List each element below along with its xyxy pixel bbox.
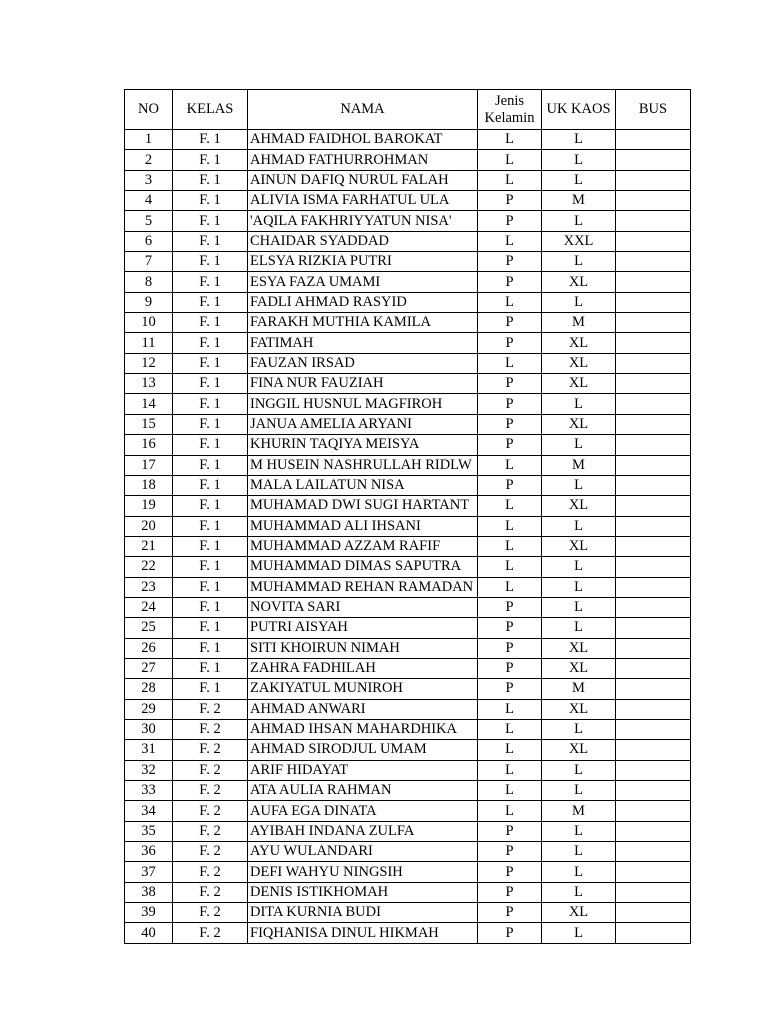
cell-nama: ZAHRA FADHILAH bbox=[248, 658, 478, 678]
table-row bbox=[125, 292, 691, 312]
cell-no: 16 bbox=[125, 435, 173, 455]
cell-kelas: F. 1 bbox=[173, 231, 248, 251]
cell-nama: MUHAMMAD ALI IHSANI bbox=[248, 516, 478, 536]
table-row bbox=[125, 658, 691, 678]
cell-uk-kaos: XL bbox=[542, 496, 616, 516]
cell-no: 19 bbox=[125, 496, 173, 516]
table-row bbox=[125, 394, 691, 414]
cell-bus bbox=[616, 719, 691, 739]
cell-no: 36 bbox=[125, 842, 173, 862]
cell-uk-kaos: L bbox=[542, 821, 616, 841]
cell-nama: M HUSEIN NASHRULLAH RIDLW bbox=[248, 455, 478, 475]
cell-kelas: F. 1 bbox=[173, 475, 248, 495]
cell-uk-kaos: L bbox=[542, 475, 616, 495]
cell-kelas: F. 2 bbox=[173, 862, 248, 882]
cell-uk-kaos: XL bbox=[542, 903, 616, 923]
cell-jenis-kelamin: L bbox=[478, 699, 542, 719]
header-bus: BUS bbox=[616, 90, 691, 130]
cell-jenis-kelamin: P bbox=[478, 394, 542, 414]
table-row bbox=[125, 191, 691, 211]
cell-jenis-kelamin: P bbox=[478, 333, 542, 353]
header-kelas: KELAS bbox=[173, 90, 248, 130]
cell-uk-kaos: L bbox=[542, 292, 616, 312]
cell-nama: MUHAMMAD DIMAS SAPUTRA bbox=[248, 557, 478, 577]
cell-nama: JANUA AMELIA ARYANI bbox=[248, 414, 478, 434]
cell-uk-kaos: L bbox=[542, 130, 616, 150]
cell-bus bbox=[616, 150, 691, 170]
cell-no: 7 bbox=[125, 252, 173, 272]
cell-no: 38 bbox=[125, 882, 173, 902]
table-row bbox=[125, 374, 691, 394]
cell-bus bbox=[616, 781, 691, 801]
cell-jenis-kelamin: P bbox=[478, 414, 542, 434]
cell-no: 37 bbox=[125, 862, 173, 882]
table-row bbox=[125, 435, 691, 455]
cell-kelas: F. 1 bbox=[173, 455, 248, 475]
table-row bbox=[125, 842, 691, 862]
cell-bus bbox=[616, 842, 691, 862]
cell-jenis-kelamin: P bbox=[478, 821, 542, 841]
cell-no: 24 bbox=[125, 597, 173, 617]
cell-kelas: F. 1 bbox=[173, 638, 248, 658]
cell-nama: CHAIDAR SYADDAD bbox=[248, 231, 478, 251]
cell-nama: KHURIN TAQIYA MEISYA bbox=[248, 435, 478, 455]
cell-bus bbox=[616, 638, 691, 658]
cell-bus bbox=[616, 374, 691, 394]
cell-uk-kaos: XL bbox=[542, 536, 616, 556]
table-row bbox=[125, 150, 691, 170]
cell-nama: 'AQILA FAKHRIYYATUN NISA' bbox=[248, 211, 478, 231]
cell-uk-kaos: XL bbox=[542, 414, 616, 434]
cell-nama: ALIVIA ISMA FARHATUL ULA bbox=[248, 191, 478, 211]
cell-uk-kaos: XL bbox=[542, 333, 616, 353]
cell-bus bbox=[616, 679, 691, 699]
table-row bbox=[125, 638, 691, 658]
cell-nama: ATA AULIA RAHMAN bbox=[248, 781, 478, 801]
cell-kelas: F. 2 bbox=[173, 801, 248, 821]
cell-no: 25 bbox=[125, 618, 173, 638]
cell-no: 6 bbox=[125, 231, 173, 251]
cell-no: 5 bbox=[125, 211, 173, 231]
cell-nama: NOVITA SARI bbox=[248, 597, 478, 617]
cell-nama: AHMAD IHSAN MAHARDHIKA bbox=[248, 719, 478, 739]
cell-bus bbox=[616, 597, 691, 617]
cell-bus bbox=[616, 130, 691, 150]
cell-jenis-kelamin: P bbox=[478, 435, 542, 455]
cell-uk-kaos: XXL bbox=[542, 231, 616, 251]
cell-bus bbox=[616, 801, 691, 821]
cell-jenis-kelamin: L bbox=[478, 740, 542, 760]
table-row bbox=[125, 801, 691, 821]
cell-nama: ELSYA RIZKIA PUTRI bbox=[248, 252, 478, 272]
cell-uk-kaos: XL bbox=[542, 638, 616, 658]
cell-bus bbox=[616, 557, 691, 577]
cell-no: 1 bbox=[125, 130, 173, 150]
cell-jenis-kelamin: L bbox=[478, 130, 542, 150]
header-jenis-kelamin bbox=[478, 90, 542, 130]
cell-uk-kaos: L bbox=[542, 781, 616, 801]
cell-kelas: F. 1 bbox=[173, 435, 248, 455]
table-row bbox=[125, 699, 691, 719]
table-row bbox=[125, 231, 691, 251]
cell-bus bbox=[616, 292, 691, 312]
table-row bbox=[125, 211, 691, 231]
cell-nama: FATIMAH bbox=[248, 333, 478, 353]
cell-kelas: F. 2 bbox=[173, 903, 248, 923]
cell-jenis-kelamin: P bbox=[478, 862, 542, 882]
cell-nama: MUHAMMAD AZZAM RAFIF bbox=[248, 536, 478, 556]
cell-uk-kaos: M bbox=[542, 313, 616, 333]
cell-jenis-kelamin: L bbox=[478, 292, 542, 312]
cell-nama: MUHAMMAD REHAN RAMADAN bbox=[248, 577, 478, 597]
cell-kelas: F. 2 bbox=[173, 882, 248, 902]
cell-uk-kaos: M bbox=[542, 455, 616, 475]
cell-jenis-kelamin: L bbox=[478, 760, 542, 780]
cell-no: 34 bbox=[125, 801, 173, 821]
cell-bus bbox=[616, 191, 691, 211]
cell-bus bbox=[616, 882, 691, 902]
header-row bbox=[125, 90, 691, 130]
cell-nama: INGGIL HUSNUL MAGFIROH bbox=[248, 394, 478, 414]
cell-no: 35 bbox=[125, 821, 173, 841]
cell-jenis-kelamin: P bbox=[478, 374, 542, 394]
cell-no: 40 bbox=[125, 923, 173, 943]
cell-jenis-kelamin: L bbox=[478, 455, 542, 475]
cell-bus bbox=[616, 516, 691, 536]
cell-nama: FIQHANISA DINUL HIKMAH bbox=[248, 923, 478, 943]
cell-uk-kaos: M bbox=[542, 801, 616, 821]
table-row bbox=[125, 170, 691, 190]
cell-uk-kaos: XL bbox=[542, 658, 616, 678]
cell-no: 3 bbox=[125, 170, 173, 190]
cell-kelas: F. 1 bbox=[173, 211, 248, 231]
cell-nama: AYU WULANDARI bbox=[248, 842, 478, 862]
participant-table bbox=[124, 89, 691, 944]
table-row bbox=[125, 882, 691, 902]
cell-jenis-kelamin: P bbox=[478, 882, 542, 902]
table-header bbox=[125, 90, 691, 130]
cell-no: 27 bbox=[125, 658, 173, 678]
cell-nama: ZAKIYATUL MUNIROH bbox=[248, 679, 478, 699]
cell-bus bbox=[616, 211, 691, 231]
cell-kelas: F. 1 bbox=[173, 679, 248, 699]
cell-nama: PUTRI AISYAH bbox=[248, 618, 478, 638]
table-row bbox=[125, 740, 691, 760]
cell-jenis-kelamin: L bbox=[478, 719, 542, 739]
cell-uk-kaos: XL bbox=[542, 699, 616, 719]
cell-nama: DITA KURNIA BUDI bbox=[248, 903, 478, 923]
cell-kelas: F. 1 bbox=[173, 394, 248, 414]
table-row bbox=[125, 597, 691, 617]
cell-nama: AHMAD FAIDHOL BAROKAT bbox=[248, 130, 478, 150]
cell-no: 10 bbox=[125, 313, 173, 333]
cell-kelas: F. 1 bbox=[173, 496, 248, 516]
cell-nama: FAUZAN IRSAD bbox=[248, 353, 478, 373]
table-body bbox=[125, 130, 691, 944]
cell-kelas: F. 1 bbox=[173, 252, 248, 272]
cell-no: 21 bbox=[125, 536, 173, 556]
cell-uk-kaos: L bbox=[542, 577, 616, 597]
cell-kelas: F. 2 bbox=[173, 719, 248, 739]
cell-nama: MUHAMAD DWI SUGI HARTANT bbox=[248, 496, 478, 516]
cell-no: 31 bbox=[125, 740, 173, 760]
table-row bbox=[125, 536, 691, 556]
cell-bus bbox=[616, 496, 691, 516]
cell-no: 20 bbox=[125, 516, 173, 536]
cell-kelas: F. 2 bbox=[173, 781, 248, 801]
header-uk-kaos: UK KAOS bbox=[542, 90, 616, 130]
cell-no: 26 bbox=[125, 638, 173, 658]
cell-bus bbox=[616, 821, 691, 841]
cell-kelas: F. 2 bbox=[173, 842, 248, 862]
cell-no: 23 bbox=[125, 577, 173, 597]
cell-bus bbox=[616, 394, 691, 414]
table-row bbox=[125, 475, 691, 495]
table-row bbox=[125, 313, 691, 333]
cell-nama: FARAKH MUTHIA KAMILA bbox=[248, 313, 478, 333]
cell-jenis-kelamin: P bbox=[478, 923, 542, 943]
cell-kelas: F. 1 bbox=[173, 536, 248, 556]
cell-nama: AHMAD ANWARI bbox=[248, 699, 478, 719]
cell-no: 17 bbox=[125, 455, 173, 475]
cell-bus bbox=[616, 699, 691, 719]
cell-uk-kaos: L bbox=[542, 394, 616, 414]
table-row bbox=[125, 781, 691, 801]
cell-kelas: F. 1 bbox=[173, 577, 248, 597]
cell-kelas: F. 1 bbox=[173, 191, 248, 211]
cell-uk-kaos: XL bbox=[542, 272, 616, 292]
cell-jenis-kelamin: L bbox=[478, 231, 542, 251]
cell-bus bbox=[616, 455, 691, 475]
cell-uk-kaos: L bbox=[542, 170, 616, 190]
table-row bbox=[125, 679, 691, 699]
cell-no: 13 bbox=[125, 374, 173, 394]
cell-jenis-kelamin: P bbox=[478, 638, 542, 658]
cell-uk-kaos: L bbox=[542, 252, 616, 272]
cell-kelas: F. 1 bbox=[173, 516, 248, 536]
table-row bbox=[125, 455, 691, 475]
table-row bbox=[125, 252, 691, 272]
table-row bbox=[125, 353, 691, 373]
cell-nama: DEFI WAHYU NINGSIH bbox=[248, 862, 478, 882]
cell-nama: AINUN DAFIQ NURUL FALAH bbox=[248, 170, 478, 190]
cell-nama: ESYA FAZA UMAMI bbox=[248, 272, 478, 292]
cell-kelas: F. 1 bbox=[173, 597, 248, 617]
table-row bbox=[125, 516, 691, 536]
cell-jenis-kelamin: L bbox=[478, 557, 542, 577]
cell-jenis-kelamin: L bbox=[478, 536, 542, 556]
table-row bbox=[125, 557, 691, 577]
table-row bbox=[125, 923, 691, 943]
cell-kelas: F. 1 bbox=[173, 272, 248, 292]
cell-kelas: F. 2 bbox=[173, 699, 248, 719]
cell-uk-kaos: L bbox=[542, 842, 616, 862]
cell-uk-kaos: L bbox=[542, 882, 616, 902]
table-row bbox=[125, 760, 691, 780]
table-row bbox=[125, 333, 691, 353]
cell-bus bbox=[616, 862, 691, 882]
cell-no: 30 bbox=[125, 719, 173, 739]
cell-nama: MALA LAILATUN NISA bbox=[248, 475, 478, 495]
cell-uk-kaos: L bbox=[542, 211, 616, 231]
cell-uk-kaos: L bbox=[542, 760, 616, 780]
cell-bus bbox=[616, 231, 691, 251]
table-row bbox=[125, 719, 691, 739]
cell-kelas: F. 1 bbox=[173, 618, 248, 638]
cell-kelas: F. 1 bbox=[173, 313, 248, 333]
cell-jenis-kelamin: P bbox=[478, 903, 542, 923]
cell-no: 33 bbox=[125, 781, 173, 801]
cell-uk-kaos: L bbox=[542, 557, 616, 577]
cell-nama: SITI KHOIRUN NIMAH bbox=[248, 638, 478, 658]
cell-no: 4 bbox=[125, 191, 173, 211]
cell-no: 8 bbox=[125, 272, 173, 292]
cell-no: 39 bbox=[125, 903, 173, 923]
cell-kelas: F. 2 bbox=[173, 760, 248, 780]
cell-nama: AUFA EGA DINATA bbox=[248, 801, 478, 821]
cell-no: 12 bbox=[125, 353, 173, 373]
cell-jenis-kelamin: P bbox=[478, 475, 542, 495]
cell-jenis-kelamin: P bbox=[478, 679, 542, 699]
cell-uk-kaos: L bbox=[542, 719, 616, 739]
cell-kelas: F. 1 bbox=[173, 557, 248, 577]
cell-jenis-kelamin: L bbox=[478, 801, 542, 821]
table-row bbox=[125, 272, 691, 292]
cell-uk-kaos: XL bbox=[542, 353, 616, 373]
cell-jenis-kelamin: P bbox=[478, 191, 542, 211]
header-no: NO bbox=[125, 90, 173, 130]
cell-kelas: F. 1 bbox=[173, 353, 248, 373]
cell-jenis-kelamin: L bbox=[478, 516, 542, 536]
cell-jenis-kelamin: P bbox=[478, 658, 542, 678]
cell-no: 9 bbox=[125, 292, 173, 312]
cell-jenis-kelamin: L bbox=[478, 577, 542, 597]
cell-no: 32 bbox=[125, 760, 173, 780]
header-nama: NAMA bbox=[248, 90, 478, 130]
cell-jenis-kelamin: L bbox=[478, 150, 542, 170]
cell-jenis-kelamin: P bbox=[478, 313, 542, 333]
cell-uk-kaos: L bbox=[542, 597, 616, 617]
cell-bus bbox=[616, 536, 691, 556]
cell-bus bbox=[616, 272, 691, 292]
table-row bbox=[125, 618, 691, 638]
cell-bus bbox=[616, 414, 691, 434]
cell-nama: AHMAD FATHURROHMAN bbox=[248, 150, 478, 170]
table-row bbox=[125, 862, 691, 882]
cell-no: 2 bbox=[125, 150, 173, 170]
cell-jenis-kelamin: L bbox=[478, 353, 542, 373]
cell-jenis-kelamin: P bbox=[478, 211, 542, 231]
cell-nama: ARIF HIDAYAT bbox=[248, 760, 478, 780]
cell-kelas: F. 1 bbox=[173, 130, 248, 150]
cell-kelas: F. 2 bbox=[173, 740, 248, 760]
table-row bbox=[125, 903, 691, 923]
cell-nama: AHMAD SIRODJUL UMAM bbox=[248, 740, 478, 760]
cell-nama: DENIS ISTIKHOMAH bbox=[248, 882, 478, 902]
cell-uk-kaos: L bbox=[542, 150, 616, 170]
cell-jenis-kelamin: L bbox=[478, 496, 542, 516]
cell-uk-kaos: M bbox=[542, 191, 616, 211]
cell-bus bbox=[616, 760, 691, 780]
cell-no: 28 bbox=[125, 679, 173, 699]
cell-uk-kaos: XL bbox=[542, 740, 616, 760]
cell-kelas: F. 2 bbox=[173, 821, 248, 841]
cell-bus bbox=[616, 252, 691, 272]
cell-jenis-kelamin: P bbox=[478, 618, 542, 638]
cell-kelas: F. 1 bbox=[173, 150, 248, 170]
cell-kelas: F. 1 bbox=[173, 333, 248, 353]
table-row bbox=[125, 821, 691, 841]
cell-kelas: F. 1 bbox=[173, 414, 248, 434]
cell-jenis-kelamin: P bbox=[478, 252, 542, 272]
cell-jenis-kelamin: P bbox=[478, 597, 542, 617]
cell-jenis-kelamin: P bbox=[478, 272, 542, 292]
cell-bus bbox=[616, 353, 691, 373]
cell-jenis-kelamin: L bbox=[478, 170, 542, 190]
cell-uk-kaos: L bbox=[542, 618, 616, 638]
cell-uk-kaos: L bbox=[542, 435, 616, 455]
cell-bus bbox=[616, 618, 691, 638]
cell-jenis-kelamin: L bbox=[478, 781, 542, 801]
cell-bus bbox=[616, 313, 691, 333]
cell-bus bbox=[616, 170, 691, 190]
cell-uk-kaos: L bbox=[542, 862, 616, 882]
table-row bbox=[125, 577, 691, 597]
cell-no: 29 bbox=[125, 699, 173, 719]
cell-kelas: F. 1 bbox=[173, 658, 248, 678]
cell-kelas: F. 1 bbox=[173, 170, 248, 190]
header-jenis-kelamin-line2: Kelamin bbox=[484, 109, 535, 126]
cell-uk-kaos: L bbox=[542, 923, 616, 943]
cell-nama: AYIBAH INDANA ZULFA bbox=[248, 821, 478, 841]
cell-bus bbox=[616, 577, 691, 597]
cell-bus bbox=[616, 740, 691, 760]
cell-nama: FADLI AHMAD RASYID bbox=[248, 292, 478, 312]
cell-no: 14 bbox=[125, 394, 173, 414]
cell-no: 15 bbox=[125, 414, 173, 434]
table-row bbox=[125, 130, 691, 150]
cell-kelas: F. 1 bbox=[173, 292, 248, 312]
header-jenis-kelamin-line1: Jenis bbox=[495, 92, 524, 109]
cell-no: 18 bbox=[125, 475, 173, 495]
cell-no: 11 bbox=[125, 333, 173, 353]
cell-kelas: F. 1 bbox=[173, 374, 248, 394]
cell-bus bbox=[616, 923, 691, 943]
table-row bbox=[125, 496, 691, 516]
cell-bus bbox=[616, 903, 691, 923]
cell-uk-kaos: L bbox=[542, 516, 616, 536]
cell-bus bbox=[616, 333, 691, 353]
table-row bbox=[125, 414, 691, 434]
cell-uk-kaos: XL bbox=[542, 374, 616, 394]
cell-no: 22 bbox=[125, 557, 173, 577]
cell-nama: FINA NUR FAUZIAH bbox=[248, 374, 478, 394]
cell-bus bbox=[616, 658, 691, 678]
cell-bus bbox=[616, 435, 691, 455]
cell-uk-kaos: M bbox=[542, 679, 616, 699]
cell-bus bbox=[616, 475, 691, 495]
cell-jenis-kelamin: P bbox=[478, 842, 542, 862]
cell-kelas: F. 2 bbox=[173, 923, 248, 943]
